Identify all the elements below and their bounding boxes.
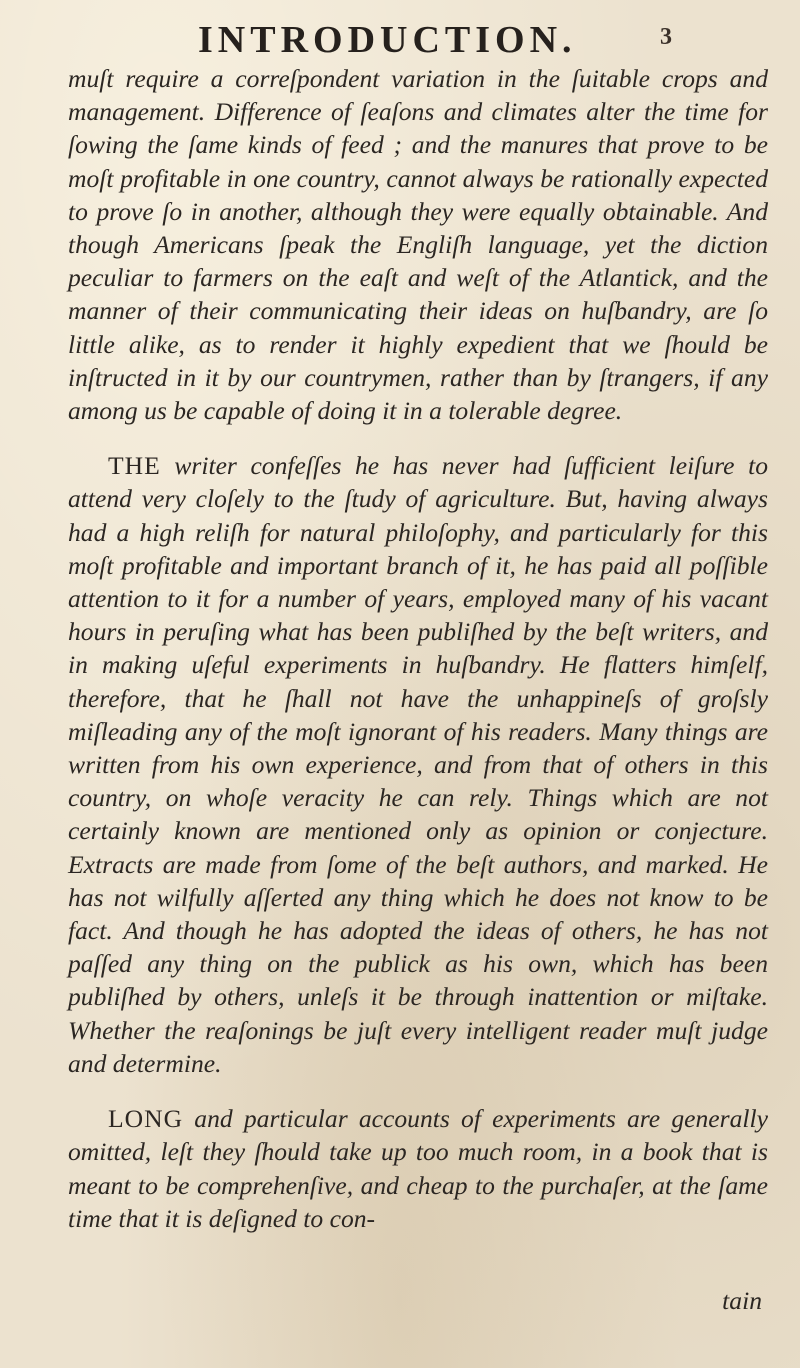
paragraph-3-lead: LONG <box>108 1104 184 1134</box>
body-text <box>68 62 768 1235</box>
page-number: 3 <box>660 24 672 50</box>
page-header-title: INTRODUCTION. <box>198 19 577 61</box>
running-head <box>0 18 800 68</box>
paragraph-3-text: and particular accounts of experiments are generally omitted, leſt they ſhould take up too much room, in a book that is meant to be comprehenſive, and cheap to the purchaſer, at the ſame time that it is deſigned to con- <box>68 1104 768 1233</box>
paragraph-2 <box>68 449 768 1080</box>
paragraph-1-text: muſt require a correſpondent variation in the ſuitable crops and management. Difference of ſeaſons and climates alter the time for ſowing the ſame kinds of feed ; and the manures that prove to be moſt profitable in one country, cannot always be rationally expected to prove ſo in another, although they were equally obtainable. And though Americans ſpeak the Engliſh language, yet the diction peculiar to farmers on the eaſt and weſt of the Atlantick, and the manner of their communicating their ideas on huſbandry, are ſo little alike, as to render it highly expedient that we ſhould be inſtructed in it by our countrymen, rather than by ſtrangers, if any among us be capable of doing it in a tolerable degree. <box>68 64 768 426</box>
catchword: tain <box>722 1286 762 1315</box>
paragraph-2-lead: THE <box>108 451 161 481</box>
paragraph-2-text: writer confeſſes he has never had ſufficient leiſure to attend very cloſely to the ſtudy of agriculture. But, having always had a high reliſh for natural philoſophy, and particularly for this moſt profitable and important branch of it, he has paid all poſſible attention to it for a number of years, employed many of his vacant hours in peruſing what has been publiſhed by the beſt writers, and in making uſeful experiments in huſbandry. He flatters himſelf, therefore, that he ſhall not have the unhappineſs of groſsly miſleading any of the moſt ignorant of his readers. Many things are written from his own experience, and from that of others in this country, on whoſe veracity he can rely. Things which are not certainly known are mentioned only as opinion or conjecture. Extracts are made from ſome of the beſt authors, and marked. He has not wilfully aſſerted any thing which he does not know to be fact. And though he has adopted the ideas of others, he has not paſſed any thing on the publick as his own, which has been publiſhed by others, unleſs it be through inattention or miſtake. Whether the reaſonings be juſt every intelligent reader muſt judge and determine. <box>68 451 768 1078</box>
paragraph-3 <box>68 1102 768 1235</box>
paragraph-1 <box>68 62 768 427</box>
